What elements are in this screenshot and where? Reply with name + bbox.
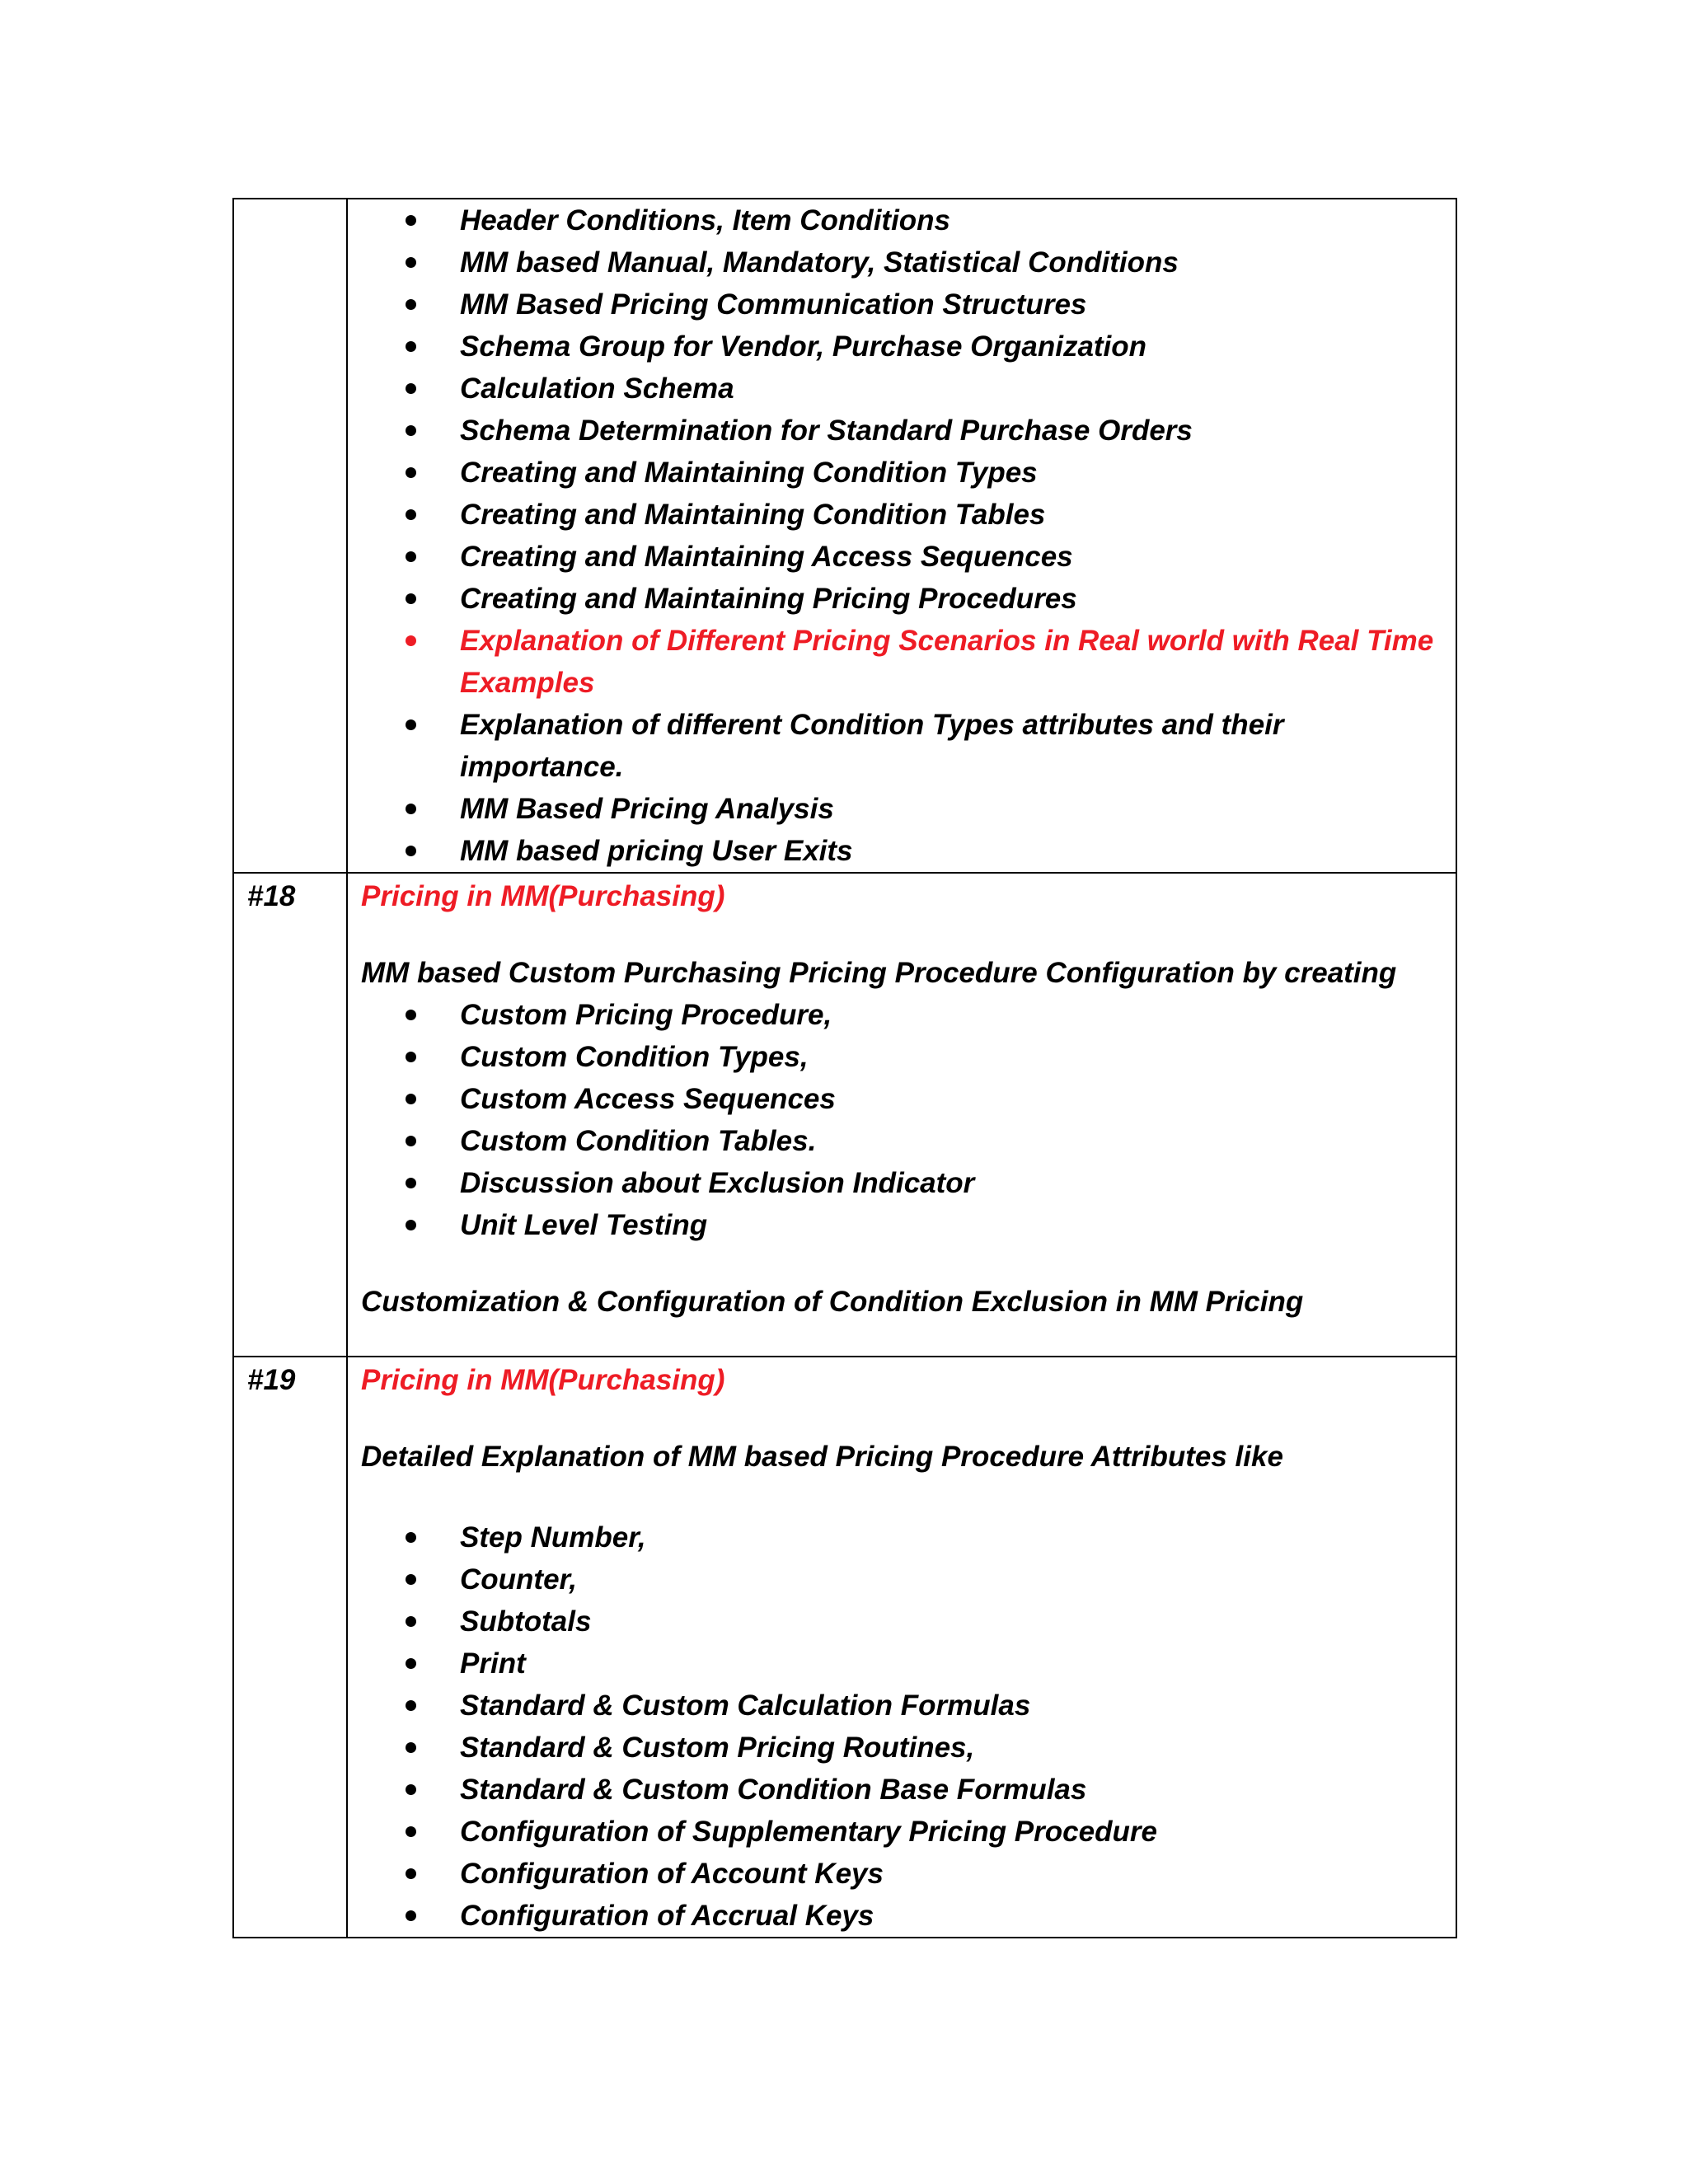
list-item-label: Counter, [460, 1563, 577, 1596]
list-item [361, 1162, 1446, 1204]
session-footer: Customization & Configuration of Condition Exclusion in MM Pricing [361, 1286, 1304, 1318]
bullet-icon [406, 551, 416, 562]
list-item-label: Explanation of different Condition Types attributes and their importance. [460, 709, 1284, 783]
session-content-cell [347, 873, 1456, 1357]
session-title: Pricing in MM(Purchasing) [361, 1364, 725, 1396]
list-item [361, 536, 1446, 578]
topic-list-session-18 [361, 994, 1446, 1246]
list-item [361, 1516, 1446, 1558]
bullet-icon [406, 1136, 416, 1146]
topic-list-session-19 [361, 1516, 1446, 1937]
list-item-label: Custom Condition Types, [460, 1041, 809, 1073]
bullet-icon [406, 846, 416, 856]
bullet-icon [406, 1010, 416, 1020]
session-number-cell [233, 873, 347, 1357]
bullet-icon [406, 1784, 416, 1795]
bullet-icon [406, 1658, 416, 1669]
list-item [361, 326, 1446, 368]
list-item-label: Configuration of Supplementary Pricing Procedure [460, 1816, 1157, 1848]
bullet-icon [406, 1220, 416, 1230]
bullet-icon [406, 299, 416, 310]
list-item [361, 1853, 1446, 1895]
list-item [361, 1895, 1446, 1937]
bullet-icon [406, 1616, 416, 1627]
list-item-label: Header Conditions, Item Conditions [460, 204, 951, 237]
session-title: Pricing in MM(Purchasing) [361, 880, 725, 912]
bullet-icon [406, 1052, 416, 1062]
list-item [361, 620, 1446, 704]
list-item [361, 1769, 1446, 1811]
bullet-icon [406, 1574, 416, 1585]
list-item [361, 1685, 1446, 1727]
list-item-label: Schema Determination for Standard Purchase Orders [460, 415, 1193, 447]
session-content-cell [347, 199, 1456, 873]
list-item [361, 1204, 1446, 1246]
bullet-icon [406, 1094, 416, 1104]
list-item-label: Standard & Custom Calculation Formulas [460, 1690, 1031, 1722]
list-item-label: Creating and Maintaining Access Sequences [460, 541, 1073, 573]
list-item [361, 1601, 1446, 1643]
bullet-icon [406, 1532, 416, 1543]
bullet-icon [406, 215, 416, 226]
bullet-icon [406, 1742, 416, 1753]
list-item-label: Explanation of Different Pricing Scenarios in Real world with Real Time Examples [460, 625, 1434, 699]
bullet-icon [406, 425, 416, 436]
list-item [361, 1727, 1446, 1769]
bullet-icon [406, 1178, 416, 1188]
list-item-label: MM Based Pricing Analysis [460, 793, 834, 825]
session-intro: Detailed Explanation of MM based Pricing Procedure Attributes like [361, 1441, 1283, 1473]
bullet-icon [406, 804, 416, 814]
bullet-icon [406, 1910, 416, 1921]
list-item-label: Custom Condition Tables. [460, 1125, 817, 1157]
list-item [361, 241, 1446, 284]
list-item [361, 284, 1446, 326]
bullet-icon [406, 719, 416, 730]
list-item-label: Standard & Custom Condition Base Formulas [460, 1774, 1087, 1806]
bullet-icon [406, 593, 416, 604]
list-item [361, 368, 1446, 410]
list-item-label: MM based pricing User Exits [460, 835, 853, 867]
list-item [361, 830, 1446, 872]
list-item [361, 494, 1446, 536]
session-intro: MM based Custom Purchasing Pricing Procedure Configuration by creating [361, 957, 1397, 989]
list-item-label: Step Number, [460, 1521, 646, 1554]
session-number-cell [233, 199, 347, 873]
list-item [361, 1811, 1446, 1853]
list-item [361, 1643, 1446, 1685]
bullet-icon [406, 1700, 416, 1711]
table-row-session-19 [233, 1357, 1456, 1938]
session-number: #18 [247, 880, 296, 912]
table-row-continuation [233, 199, 1456, 873]
list-item [361, 994, 1446, 1036]
table-row-session-18 [233, 873, 1456, 1357]
list-item [361, 704, 1446, 788]
session-number [234, 199, 346, 211]
list-item-label: MM based Manual, Mandatory, Statistical Conditions [460, 246, 1179, 279]
bullet-icon [406, 383, 416, 394]
list-item [361, 788, 1446, 830]
list-item-label: Subtotals [460, 1605, 592, 1638]
list-item-label: Calculation Schema [460, 373, 734, 405]
list-item-label: Custom Access Sequences [460, 1083, 836, 1115]
list-item-label: Unit Level Testing [460, 1209, 708, 1241]
bullet-icon [406, 1826, 416, 1837]
list-item-label: Creating and Maintaining Condition Tables [460, 499, 1046, 531]
list-item [361, 199, 1446, 241]
list-item-label: Configuration of Account Keys [460, 1858, 884, 1890]
list-item-label: Discussion about Exclusion Indicator [460, 1167, 975, 1199]
session-number: #19 [247, 1364, 296, 1396]
bullet-icon [406, 341, 416, 352]
list-item-label: Configuration of Accrual Keys [460, 1900, 874, 1932]
session-content-cell [347, 1357, 1456, 1938]
list-item-label: Schema Group for Vendor, Purchase Organization [460, 330, 1147, 363]
bullet-icon [406, 1868, 416, 1879]
list-item [361, 1558, 1446, 1601]
topic-list-continuation [361, 199, 1446, 872]
session-number-cell [233, 1357, 347, 1938]
list-item-label: Standard & Custom Pricing Routines, [460, 1732, 975, 1764]
bullet-icon [406, 635, 416, 646]
list-item [361, 1120, 1446, 1162]
bullet-icon [406, 467, 416, 478]
list-item [361, 578, 1446, 620]
list-item-label: MM Based Pricing Communication Structures [460, 288, 1087, 321]
list-item [361, 410, 1446, 452]
course-outline-table [232, 198, 1457, 1938]
list-item-label: Print [460, 1647, 526, 1680]
list-item [361, 1078, 1446, 1120]
list-item-label: Creating and Maintaining Pricing Procedures [460, 583, 1077, 615]
list-item-label: Custom Pricing Procedure, [460, 999, 832, 1031]
list-item-label: Creating and Maintaining Condition Types [460, 457, 1038, 489]
bullet-icon [406, 257, 416, 268]
list-item [361, 452, 1446, 494]
bullet-icon [406, 509, 416, 520]
list-item [361, 1036, 1446, 1078]
